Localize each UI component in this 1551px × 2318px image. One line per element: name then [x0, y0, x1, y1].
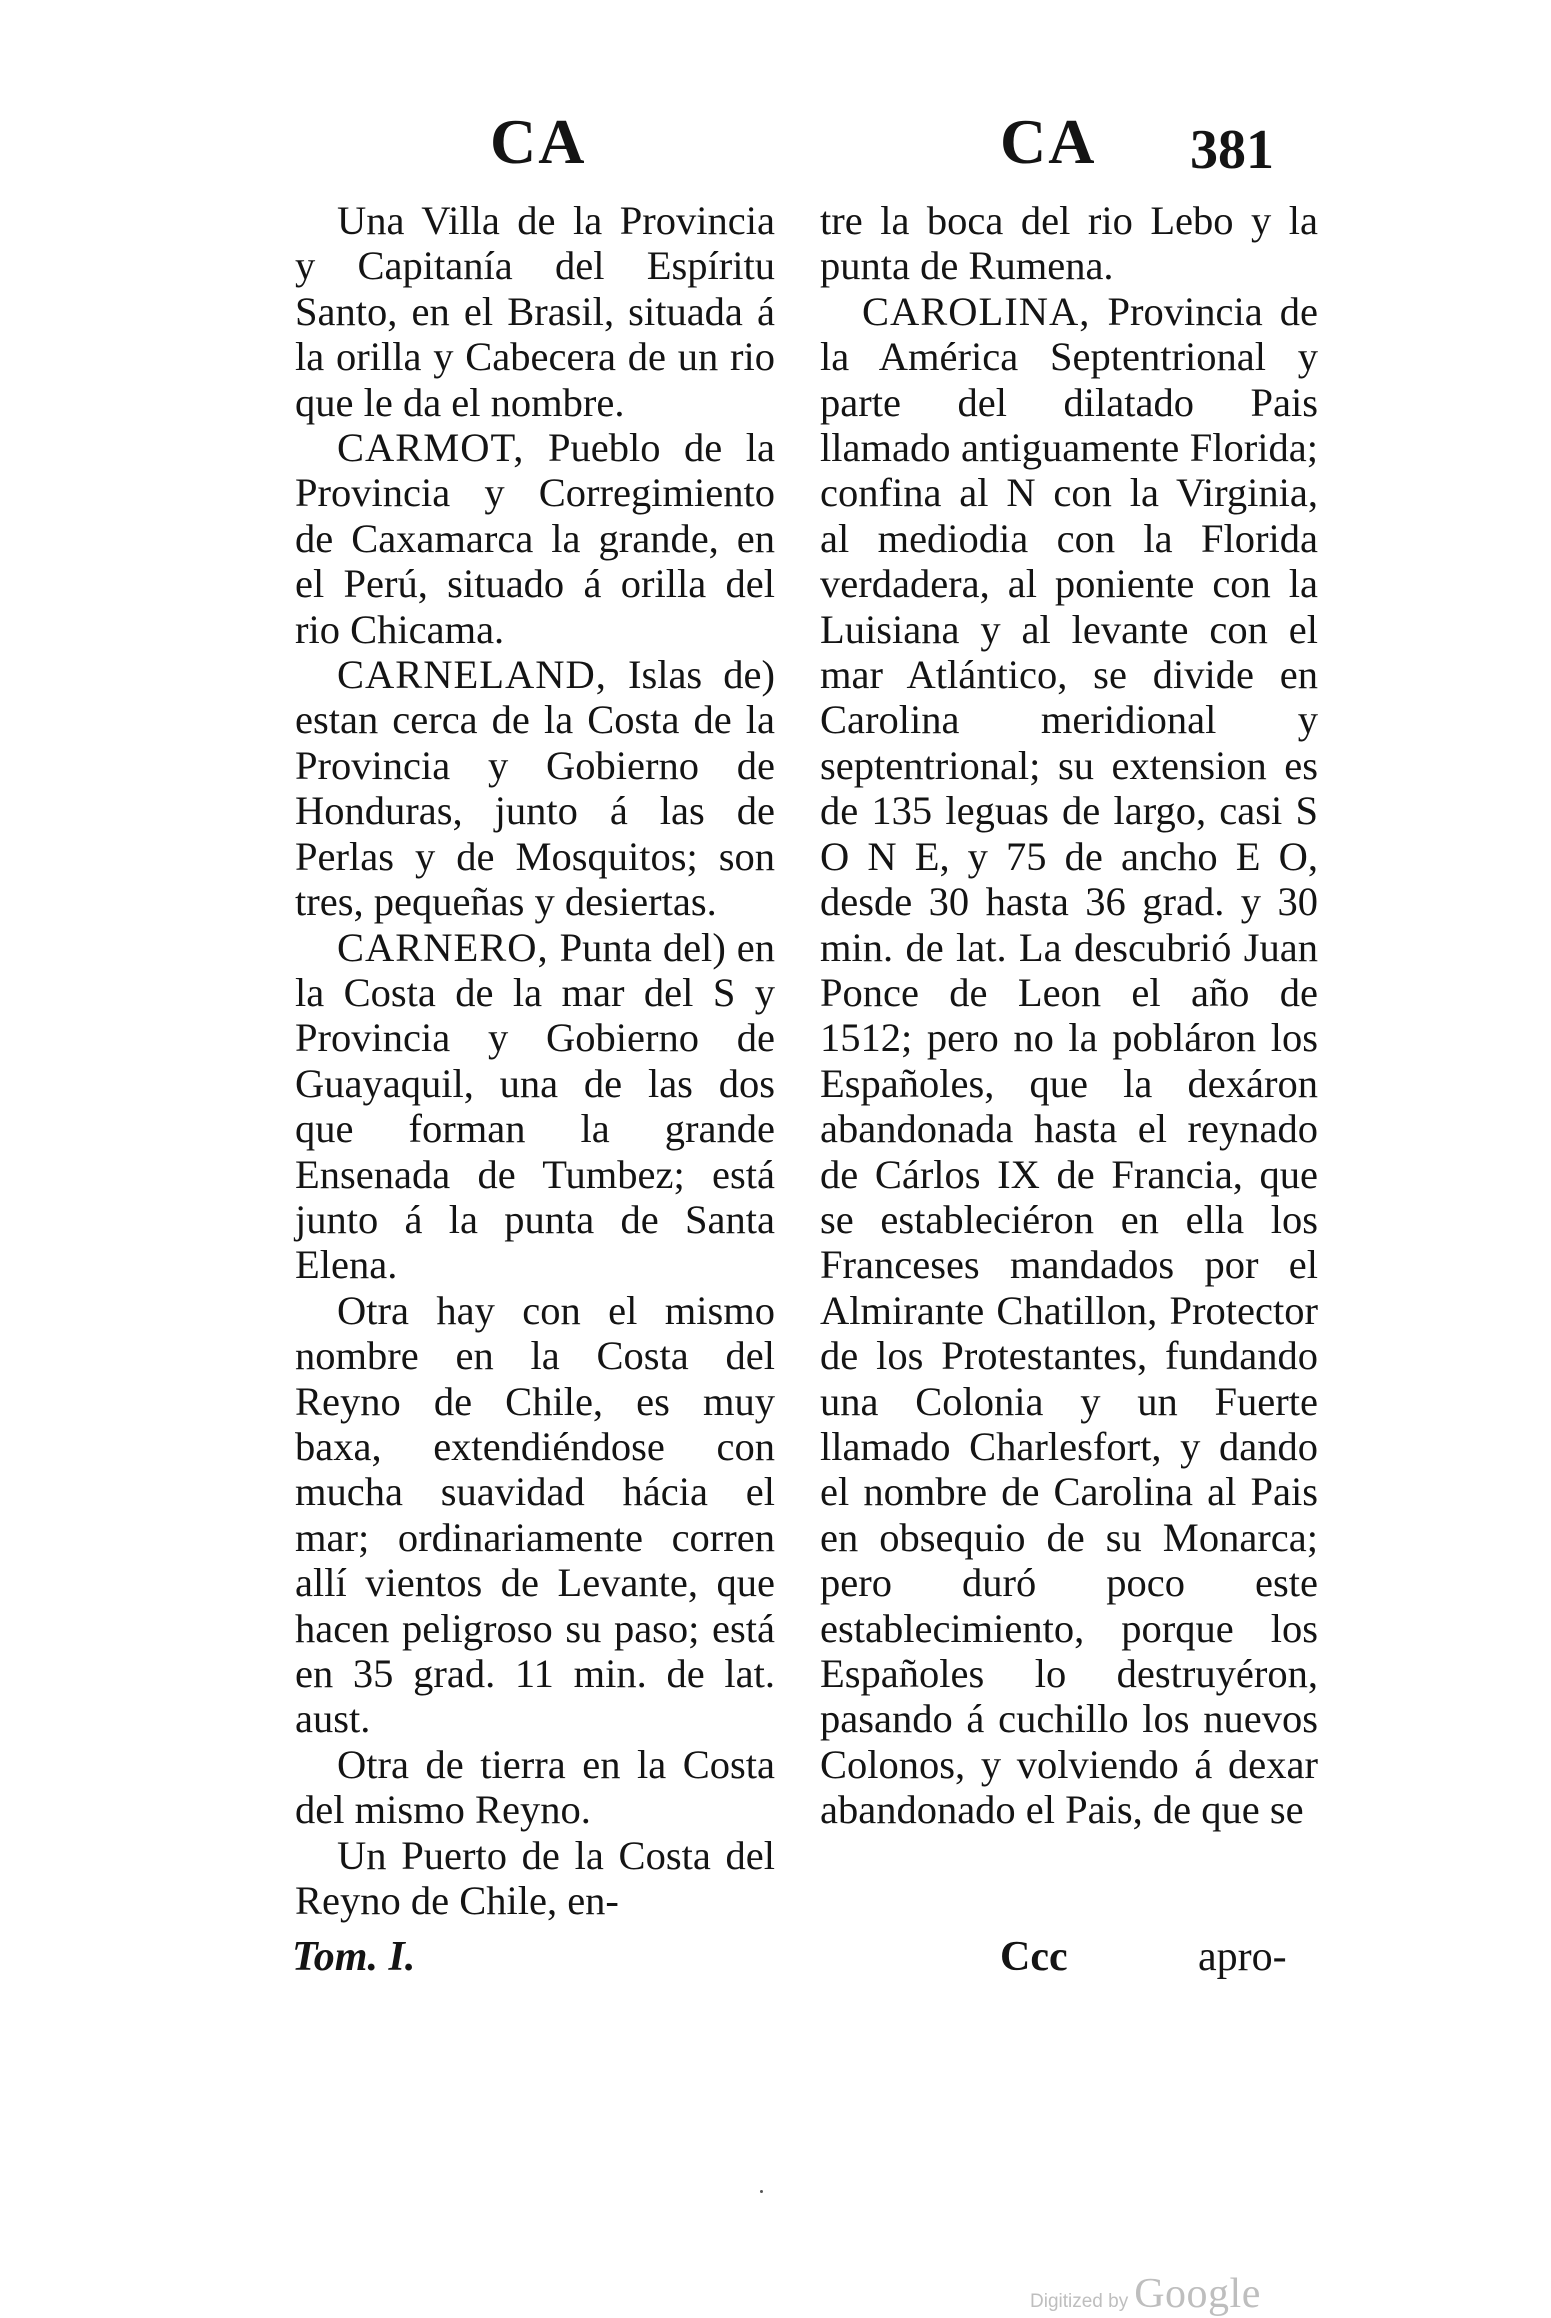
paragraph-text: tre la boca del rio Lebo y la punta de Rumena.	[820, 198, 1318, 289]
entry-headword: CAROLINA,	[862, 288, 1091, 334]
google-logo: Google	[1134, 2271, 1261, 2317]
paragraph-text: Punta del) en la Costa de la mar del S y Provincia y Gobierno de Guayaquil, una de las dos que forman la grande Ensenada de Tumbez; está junto á la punta de Santa Elena.	[295, 924, 775, 1288]
paragraph	[295, 1833, 775, 1924]
paragraph	[295, 1288, 775, 1742]
volume-label: Tom. I.	[292, 1934, 416, 1980]
ink-speck	[760, 2190, 763, 2193]
paragraph-text: Un Puerto de la Costa del Reyno de Chile, en-	[295, 1832, 775, 1924]
paragraph	[295, 1742, 775, 1833]
signature-mark: Ccc	[1000, 1934, 1068, 1980]
running-head-right: CA	[1000, 106, 1097, 177]
paragraph	[295, 652, 775, 924]
entry-headword: CARNELAND,	[337, 652, 607, 698]
watermark-prefix: Digitized by	[1030, 2291, 1129, 2312]
catchword: apro-	[1198, 1934, 1287, 1980]
paragraph	[820, 289, 1318, 1833]
paragraph-text: Provincia de la América Septentrional y parte del dilatado Pais llamado antiguamente Florida; confina al N con la Virginia, al mediodia con la Florida verdadera, al poniente con la Luisiana y al levante con el mar Atlántico, se divide en Carolina meridional y septentrional; su extension es de 135 leguas de largo, casi S O N E, y 75 de ancho E O, desde 30 hasta 36 grad. y 30 min. de lat. La descubrió Juan Ponce de Leon el año de 1512; pero no la pobláron los Españoles, que la dexáron abandonada hasta el reynado de Cárlos IX de Francia, que se estableciéron en ella los Franceses mandados por el Almirante Chatillon, Protector de los Protestantes, fundando una Colonia y un Fuerte llamado Charlesfort, y dando el nombre de Carolina al Pais en obsequio de su Monarca; pero duró poco este establecimiento, porque los Españoles lo destruyéron, pasando á cuchillo los nuevos Colonos, y volviendo á dexar abandonado el Pais, de que se	[820, 288, 1318, 1833]
paragraph-text: Pueblo de la Provincia y Corregimiento de Caxamarca la grande, en el Perú, situado á orilla del rio Chicama.	[295, 425, 775, 652]
entry-headword: CARMOT,	[337, 425, 525, 471]
paragraph-text: Una Villa de la Provincia y Capitanía del Espíritu Santo, en el Brasil, situada á la orilla y Cabecera de un rio que le da el nombre.	[295, 198, 775, 425]
right-text-column	[820, 198, 1318, 1833]
entry-headword: CARNERO,	[337, 924, 549, 970]
paragraph	[295, 925, 775, 1288]
page-number: 381	[1190, 119, 1274, 181]
running-head-left: CA	[490, 106, 587, 177]
paragraph-text: Islas de) estan cerca de la Costa de la Provincia y Gobierno de Honduras, junto á las de Perlas y de Mosquitos; son tres, pequeñas y desiertas.	[295, 652, 775, 925]
paragraph	[820, 198, 1318, 289]
paragraph	[295, 198, 775, 425]
digitized-watermark	[1030, 2270, 1261, 2317]
paragraph	[295, 425, 775, 652]
left-text-column	[295, 198, 775, 1923]
paragraph-text: Otra hay con el mismo nombre en la Costa del Reyno de Chile, es muy baxa, extendiéndose con mucha suavidad hácia el mar; ordinariamente corren allí vientos de Levante, que hacen peligroso su paso; está en 35 grad. 11 min. de lat. aust.	[295, 1287, 775, 1742]
paragraph-text: Otra de tierra en la Costa del mismo Reyno.	[295, 1741, 775, 1833]
